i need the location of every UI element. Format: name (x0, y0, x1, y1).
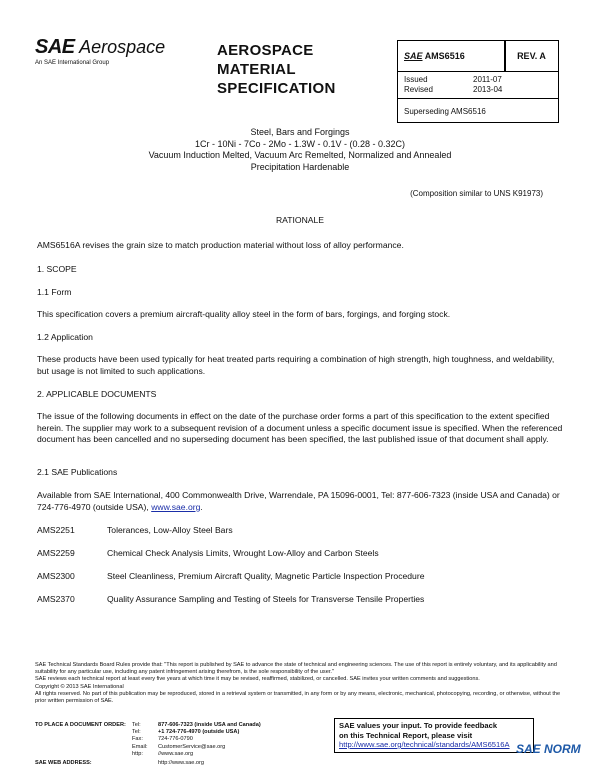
feedback-line-1: SAE values your input. To provide feedback (339, 721, 498, 730)
reference-code: AMS2251 (37, 525, 75, 535)
reference-title: Chemical Check Analysis Limits, Wrought Low-Alloy and Carbon Steels (107, 548, 379, 558)
section-1-heading: 1. SCOPE (37, 264, 77, 274)
superseding-text: Superseding AMS6516 (404, 107, 486, 116)
issued-date: 2011-07 (473, 75, 502, 84)
revised-date: 2013-04 (473, 85, 503, 94)
rationale-text: AMS6516A revises the grain size to match production material without loss of alloy performance. (37, 240, 404, 250)
section-1-1-text: This specification covers a premium aircraft-quality alloy steel in the form of bars, forgings, and forging stock. (37, 309, 451, 319)
contact-label: Tel: (132, 722, 141, 728)
contact-label: Tel: (132, 729, 141, 736)
title-line-2: MATERIAL (217, 61, 296, 78)
order-contacts (132, 722, 261, 758)
reference-row (37, 571, 424, 583)
reference-code: AMS2259 (37, 548, 75, 558)
section-2-heading: 2. APPLICABLE DOCUMENTS (37, 389, 157, 399)
footer-rules: SAE Technical Standards Board Rules provide that: "This report is published by SAE to advance the state of technical and engineering sciences. The use of this report is entirely voluntary, and its applicability and suitability for any particular use, including any patent infringement arising therefrom, is the sole responsibility of the user." (35, 662, 557, 676)
reference-row (37, 594, 424, 606)
section-1-1-heading: 1.1 Form (37, 287, 72, 297)
doc-prefix: SAE (404, 51, 423, 61)
contact-label: Fax: (132, 736, 143, 743)
section-1-2-heading: 1.2 Application (37, 332, 93, 342)
contact-value[interactable]: //www.sae.org (158, 750, 194, 757)
reference-title: Steel Cleanliness, Premium Aircraft Quality, Magnetic Particle Inspection Procedure (107, 571, 425, 581)
reference-title: Quality Assurance Sampling and Testing of Steels for Transverse Tensile Properties (107, 594, 425, 604)
logo-sae-text: SAE (35, 36, 75, 58)
contact-label: Email: (132, 743, 148, 750)
revision-box (504, 40, 559, 72)
superseding-box (397, 98, 559, 123)
logo-tagline: An SAE International Group (35, 60, 110, 66)
dates-box (397, 70, 559, 99)
footer-rights: All rights reserved. No part of this publication may be reproduced, stored in a retrieval system or transmitted, in any form or by any means, electronic, mechanical, photocopying, recording, or otherwise, without the prior written permission of SAE. (35, 690, 561, 705)
reference-code: AMS2300 (37, 571, 75, 581)
subject-line-4: Precipitation Hardenable (250, 161, 350, 172)
contact-value: 724-776-0790 (158, 736, 193, 743)
period: . (200, 501, 203, 512)
revised-label: Revised (404, 85, 433, 94)
contact-value[interactable]: CustomerService@sae.org (158, 743, 226, 750)
contact-label: http: (132, 750, 143, 757)
footer-disclaimer (35, 662, 565, 705)
sae-website-link[interactable]: www.sae.org (151, 501, 201, 512)
logo-aerospace-text: Aerospace (79, 37, 166, 57)
section-2-1-text (37, 490, 563, 513)
sae-aerospace-logo (35, 36, 165, 59)
order-label: TO PLACE A DOCUMENT ORDER: (35, 722, 126, 728)
reference-row (37, 525, 233, 537)
section-1-2-text: These products have been used typically for heat treated parts requiring a combination of high strength, high toughness, and weldability, but usage is not limited to such applications. (37, 354, 555, 376)
section-2-1-heading: 2.1 SAE Publications (37, 467, 118, 477)
doc-number-box (397, 40, 506, 72)
revision-label: REV. A (517, 51, 546, 61)
sae-norm-watermark: SAE NORM (516, 742, 581, 756)
reference-row (37, 548, 379, 560)
footer-review: SAE reviews each technical report at least every five years at which time it may be revised, reaffirmed, stabilized, or cancelled. SAE invites your written comments and suggestions. (35, 676, 480, 683)
doc-number: AMS6516 (424, 51, 465, 61)
subject-line-3: Vacuum Induction Melted, Vacuum Arc Remelted, Normalized and Annealed (148, 150, 452, 160)
composition-note: (Composition similar to UNS K91973) (410, 189, 543, 198)
reference-code: AMS2370 (37, 594, 75, 604)
subject-block (40, 127, 560, 173)
web-address-label: SAE WEB ADDRESS: (35, 760, 92, 766)
contact-value: +1 724-776-4970 (outside USA) (158, 729, 240, 736)
document-type-title (217, 41, 336, 98)
section-2-1-body: Available from SAE International, 400 Commonwealth Drive, Warrendale, PA 15096-0001, Tel: 877-606-7323 (inside USA and Canada) or 724-776-4970 (outside USA), (37, 490, 560, 512)
reference-title: Tolerances, Low-Alloy Steel Bars (107, 525, 233, 535)
feedback-link[interactable]: http://www.sae.org/technical/standards/AMS6516A (339, 740, 510, 749)
web-address-value[interactable]: http://www.sae.org (158, 760, 205, 766)
footer-copyright: Copyright © 2013 SAE International (35, 683, 124, 690)
feedback-box (334, 718, 534, 753)
subject-line-2: 1Cr - 10Ni - 7Co - 2Mo - 1.3W - 0.1V - (0.28 - 0.32C) (194, 138, 406, 149)
issued-label: Issued (404, 75, 428, 84)
title-line-1: AEROSPACE (217, 42, 314, 59)
contact-value: 877-606-7323 (inside USA and Canada) (158, 722, 261, 728)
feedback-line-2: on this Technical Report, please visit (339, 730, 473, 740)
section-2-text: The issue of the following documents in effect on the date of the purchase order forms a part of this specification to the extent specified herein. The supplier may work to a subsequent revision of a document unless a specific document issue is specified. When the referenced document has been cancelled and no superseding document has been specified, the last published issue of that document shall apply. (37, 411, 563, 445)
subject-line-1: Steel, Bars and Forgings (250, 127, 350, 137)
rationale-heading: RATIONALE (275, 215, 325, 225)
title-line-3: SPECIFICATION (217, 80, 336, 97)
